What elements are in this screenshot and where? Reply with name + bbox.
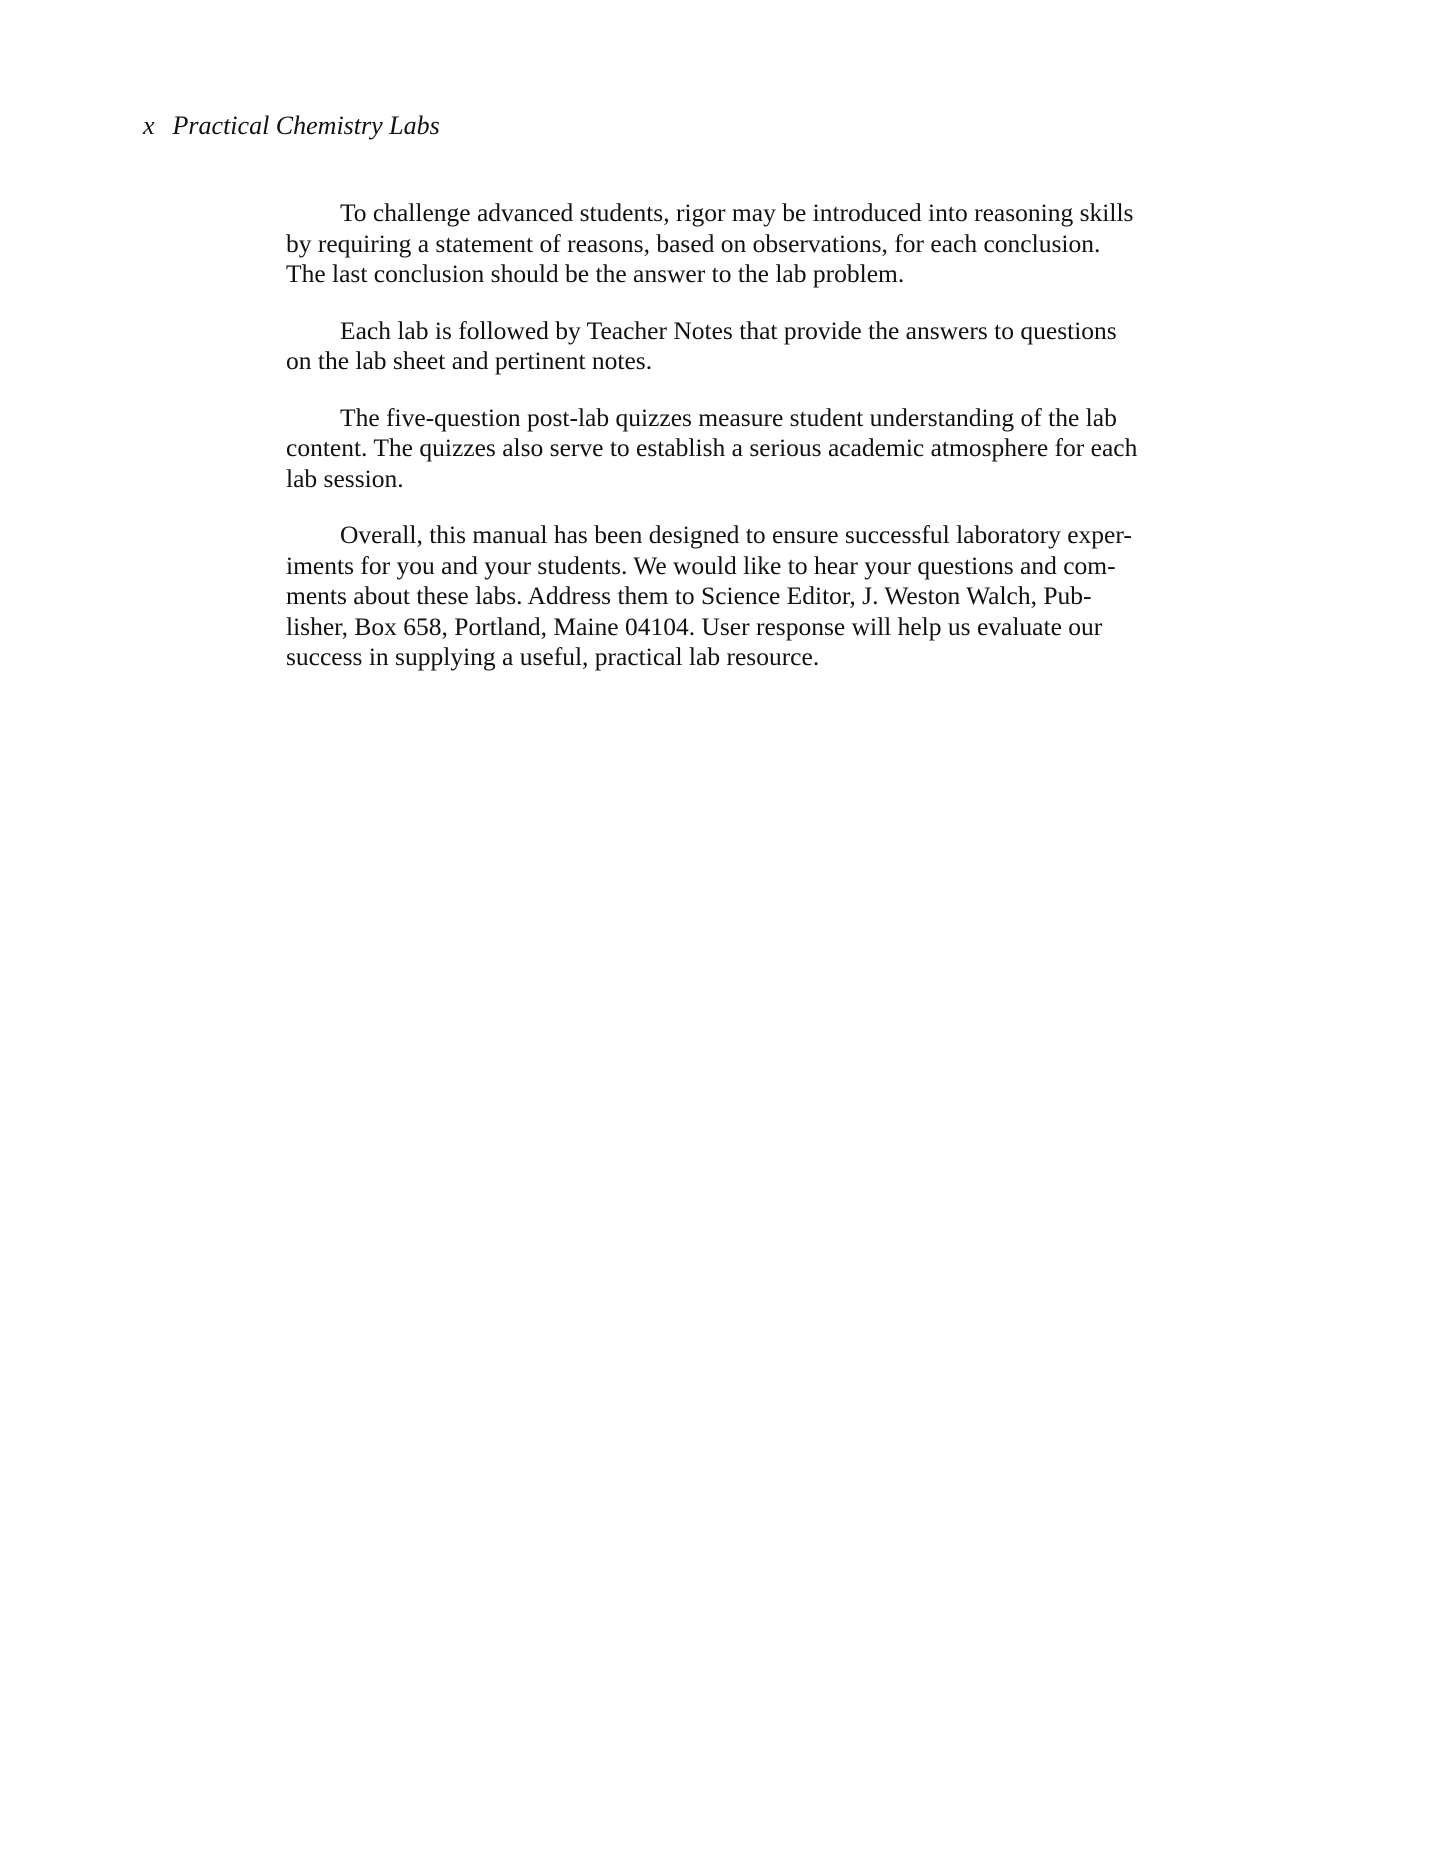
paragraph-overall: [286, 520, 1132, 673]
text-line: content. The quizzes also serve to establish a serious academic atmosphere for each: [286, 433, 1138, 462]
running-head: [143, 110, 440, 142]
book-title: Practical Chemistry Labs: [172, 111, 440, 140]
paragraph-quizzes: [286, 402, 1138, 495]
text-line: by requiring a statement of reasons, based on observations, for each conclusion.: [286, 228, 1101, 258]
page-number: x: [143, 111, 155, 140]
paragraph-teacher-notes: [286, 316, 1132, 377]
text-line: The last conclusion should be the answer to the lab problem.: [286, 259, 905, 288]
text-line: Overall, this manual has been designed to ensure successful laboratory exper-: [340, 520, 1132, 549]
text-line: iments for you and your students. We would like to hear your questions and com-: [286, 550, 1116, 580]
text-line: The five-question post-lab quizzes measure student understanding of the lab: [340, 402, 1117, 432]
body-text: [286, 198, 1138, 699]
paragraph-advanced-students: [286, 198, 1132, 290]
text-line: ments about these labs. Address them to Science Editor, J. Weston Walch, Pub-: [286, 581, 1092, 610]
text-line: lisher, Box 658, Portland, Maine 04104. User response will help us evaluate our: [286, 611, 1103, 641]
text-line: on the lab sheet and pertinent notes.: [286, 346, 653, 375]
text-line: To challenge advanced students, rigor may be introduced into reasoning skills: [340, 198, 1134, 227]
text-line: Each lab is followed by Teacher Notes that provide the answers to questions: [340, 315, 1117, 345]
text-line: lab session.: [286, 463, 404, 493]
text-line: success in supplying a useful, practical lab resource.: [286, 642, 820, 671]
